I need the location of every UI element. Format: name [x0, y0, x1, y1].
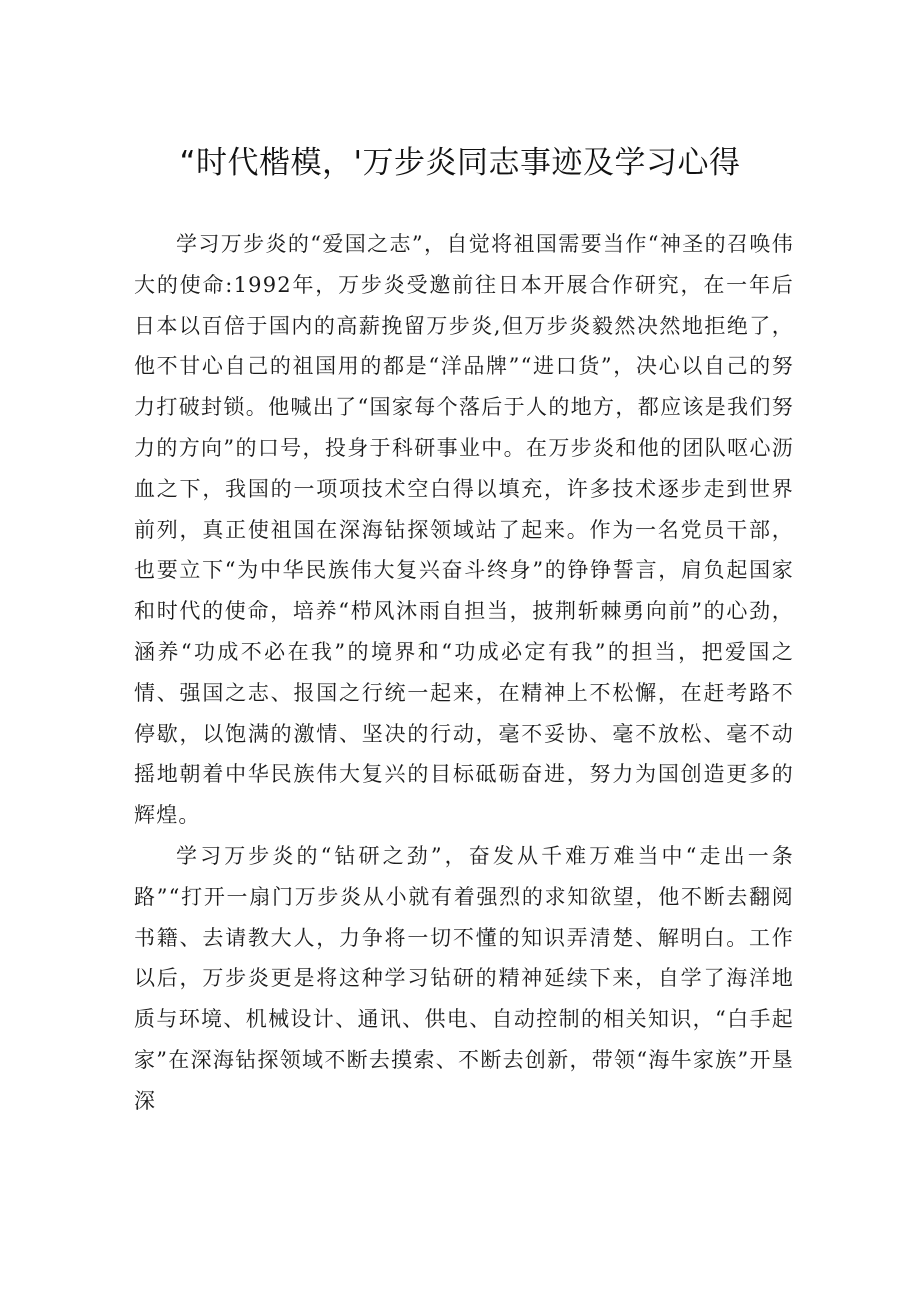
document-body — [134, 224, 794, 1122]
paragraph-research-spirit: 学习万步炎的“钻研之劲”，奋发从千难万难当中“走出一条路”“打开一扇门万步炎从小就有着强烈的求知欲望，他不断去翻阅书籍、去请教大人，力争将一切不懂的知识弄清楚、解明白。工作以后，万步炎更是将这种学习钻研的精神延续下来，自学了海洋地质与环境、机械设计、通讯、供电、自动控制的相关知识，“白手起家”在深海钻探领域不断去摸索、不断去创新，带领“海牛家族”开垦深 — [134, 843, 794, 1113]
paragraph-patriotism: 学习万步炎的“爱国之志”，自觉将祖国需要当作“神圣的召唤伟大的使命:1992年，万步炎受邀前往日本开展合作研究，在一年后日本以百倍于国内的高薪挽留万步炎,但万步炎毅然决然地拒绝了，他不甘心自己的祖国用的都是“洋品牌”“进口货”，决心以自己的努力打破封锁。他喊出了“国家每个落后于人的地方，都应该是我们努力的方向”的口号，投身于科研事业中。在万步炎和他的团队呕心沥血之下，我国的一项项技术空白得以填充，许多技术逐步走到世界前列，真正使祖国在深海钻探领域站了起来。作为一名党员干部，也要立下“为中华民族伟大复兴奋斗终身”的铮铮誓言，肩负起国家和时代的使命，培养“栉风沐雨自担当，披荆斩棘勇向前”的心劲，涵养“功成不必在我”的境界和“功成必定有我”的担当，把爱国之情、强国之志、报国之行统一起来，在精神上不松懈，在赶考路不停歇，以饱满的激情、坚决的行动，毫不妥协、毫不放松、毫不动摇地朝着中华民族伟大复兴的目标砥砺奋进，努力为国创造更多的辉煌。 — [134, 232, 794, 828]
document-title: “时代楷模，'万步炎同志事迹及学习心得 — [179, 145, 741, 181]
